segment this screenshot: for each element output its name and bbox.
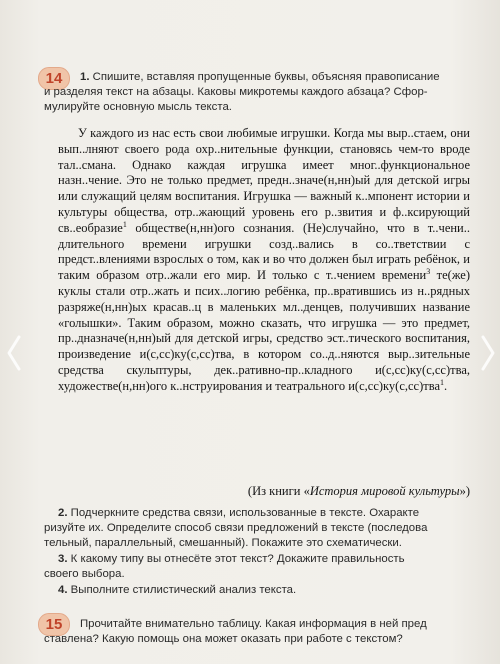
passage-source bbox=[248, 484, 470, 499]
source-title: История мировой культуры bbox=[309, 484, 460, 498]
footnote-mark: 1 bbox=[122, 219, 127, 229]
task-number-badge: 15 bbox=[38, 613, 70, 636]
question-4-line1 bbox=[44, 583, 474, 598]
question-2-number: 2. bbox=[58, 507, 68, 519]
question-2-line3: тельный, параллельный, смешанный). Покажите это схематически. bbox=[44, 537, 402, 549]
question-3-line1 bbox=[44, 552, 474, 567]
passage-end: . bbox=[444, 378, 448, 393]
footnote-mark: 3 bbox=[426, 267, 431, 277]
question-3-text: К какому типу вы отнесёте этот текст? Докажите правильность bbox=[67, 553, 405, 565]
question-2-line2: ризуйте их. Определите способ связи предложений в тексте (последова bbox=[44, 522, 428, 534]
source-close: ») bbox=[459, 484, 470, 498]
task-14-sub-number: 1. bbox=[80, 71, 90, 83]
passage-paragraph bbox=[58, 126, 470, 395]
task-14-instruction-line2: и разделяя текст на абзацы. Каковы микротемы каждого абзаца? Сфор- bbox=[44, 86, 428, 98]
source-open: (Из книги « bbox=[247, 484, 310, 498]
passage-text bbox=[58, 126, 470, 395]
question-3-number: 3. bbox=[58, 553, 68, 565]
question-2-line1 bbox=[44, 506, 474, 521]
passage-part-2: обществе(н,нн)ого сознания. (Не)случайно, что в т..чени.. длительного времени игрушки созд..вались в со..тветствии с предст..влениями взрослых о том, как и во что должен был играть ребёнок, и таким образом отр..жали его мир. И только с т..чением времени bbox=[58, 220, 470, 283]
question-3-line2: своего выбора. bbox=[44, 568, 125, 580]
previous-page-arrow-icon[interactable] bbox=[6, 333, 22, 373]
task-number-badge: 14 bbox=[38, 67, 70, 90]
task-15-line2: ставлена? Какую помощь она может оказать при работе с текстом? bbox=[44, 633, 403, 645]
question-2-text: Подчеркните средства связи, использованные в тексте. Охаракте bbox=[67, 507, 420, 519]
passage-part-1: У каждого из нас есть свои любимые игрушки. Когда мы выр..стаем, они вып..лняют своего рода охр..нительные функции, становясь чем-то вроде тал..смана. Однако каждая игрушка имеет мног..функциональное назн..чение. Это не только предмет, предн..значе(н,нн)ый для детской игры или служащий целям воспитания. Игрушка — важный к..мпонент истории и культуры общества, отр..жающий уровень его р..звития и ф..ксирующий св..еобразие bbox=[58, 126, 470, 235]
task-14-instruction-text: Спишите, вставляя пропущенные буквы, объясняя правописание bbox=[89, 71, 440, 83]
next-page-arrow-icon[interactable] bbox=[480, 333, 496, 373]
footnote-mark: 1 bbox=[440, 377, 445, 387]
task-15-line1: Прочитайте внимательно таблицу. Какая информация в ней пред bbox=[80, 618, 427, 630]
question-4-text: Выполните стилистический анализ текста. bbox=[67, 584, 297, 596]
task-14-instruction-line3: мулируйте основную мысль текста. bbox=[44, 101, 232, 113]
question-4-number: 4. bbox=[58, 584, 68, 596]
task-14-instruction-line1 bbox=[80, 70, 480, 85]
passage-part-3: те(же) куклы стали отр..жать и псих..логию ребёнка, пр..вратившись из н..рядных разряже(н,нн)ых красав..ц в маленьких мл..денцев, получивших название «голышки». Таким образом, можно сказать, что игрушка — это предмет, пр..дназначе(н,нн)ый для детской игры, средство эст..тического воспитания, произведение и(с,сс)ку(с,сс)тва, в котором со..д..няются выр..зительные средства скульптуры, дек..ративно-пр..кладного и(с,сс)ку(с,сс)тва, художестве(н,нн)ого к..нструирования и театрального и(с,сс)ку(с,сс)тва bbox=[58, 268, 471, 393]
